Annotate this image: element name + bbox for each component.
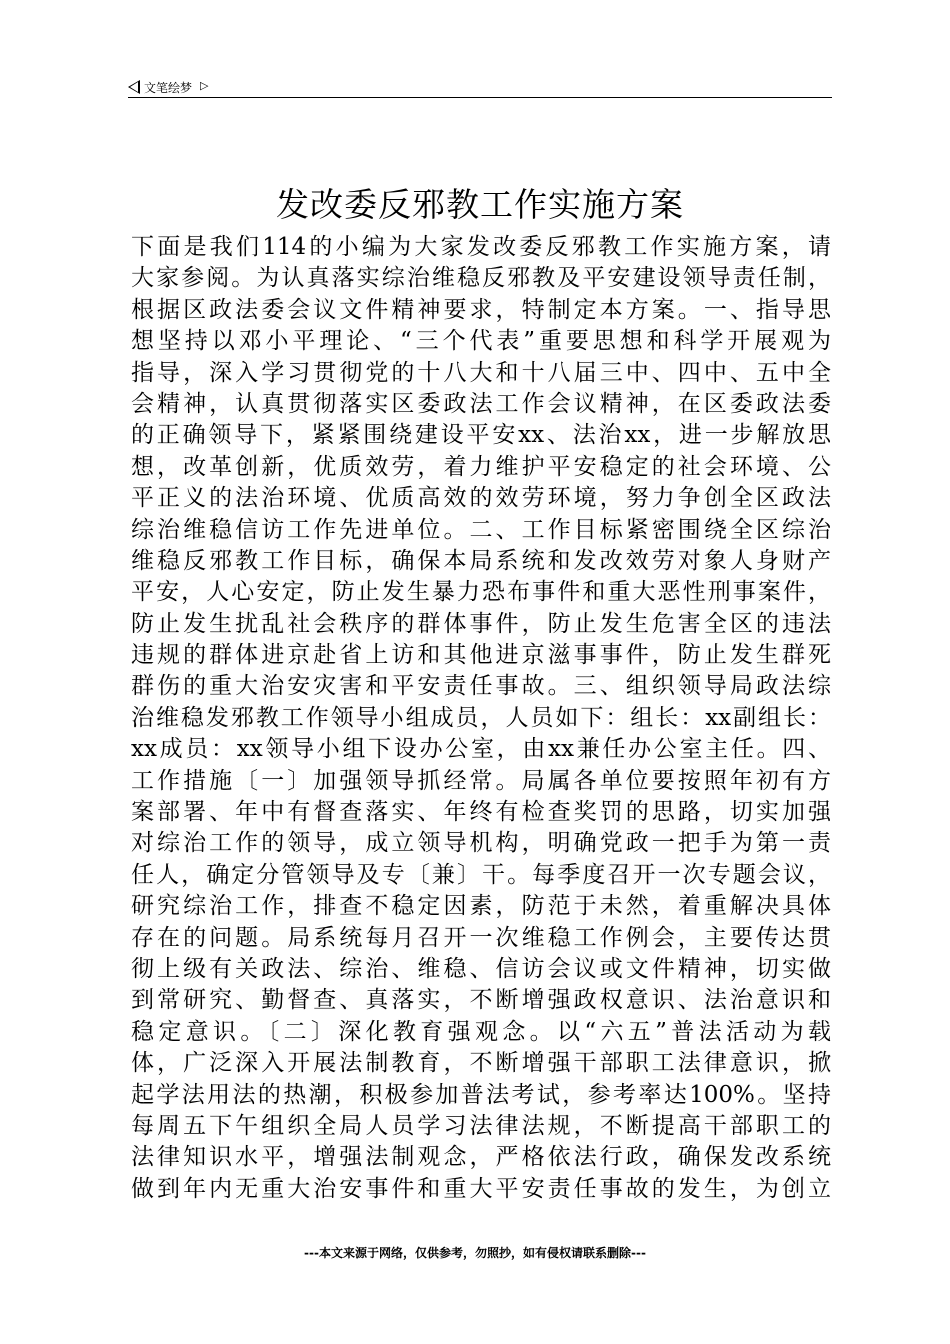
header-divider	[128, 97, 832, 98]
body-line: 体，广泛深入开展法制教育，不断增强干部职工法律意识，掀	[131, 1050, 831, 1077]
body-line: 想坚持以邓小平理论、“三个代表”重要思想和科学开展观为	[131, 328, 831, 355]
body-line: 稳定意识。〔二〕深化教育强观念。以“六五”普法活动为载	[131, 1018, 831, 1045]
body-line: 平安，人心安定，防止发生暴力恐布事件和重大恶性刑事案件，	[131, 579, 831, 606]
document-body	[131, 232, 831, 1205]
body-line: 维稳反邪教工作目标，确保本局系统和发改效劳对象人身财产	[131, 547, 831, 574]
body-line: 大家参阅。为认真落实综治维稳反邪教及平安建设领导责任制，	[131, 265, 831, 292]
body-line: 指导，深入学习贯彻党的十八大和十八届三中、四中、五中全	[131, 359, 831, 386]
body-line: 根据区政法委会议文件精神要求，特制定本方案。一、指导思	[131, 296, 831, 323]
body-line: 治维稳发邪教工作领导小组成员，人员如下：组长：xx副组长：	[131, 704, 831, 731]
body-line: 违规的群体进京赴省上访和其他进京滋事事件，防止发生群死	[131, 642, 831, 669]
body-line: 彻上级有关政法、综治、维稳、信访会议或文件精神，切实做	[131, 955, 831, 982]
body-line: 工作措施〔一〕加强领导抓经常。局属各单位要按照年初有方	[131, 767, 831, 794]
body-line: 平正义的法治环境、优质高效的效劳环境，努力争创全区政法	[131, 485, 831, 512]
body-line: 对综治工作的领导，成立领导机构，明确党政一把手为第一责	[131, 830, 831, 857]
body-line: 案部署、年中有督查落实、年终有检查奖罚的思路，切实加强	[131, 799, 831, 826]
body-line: 想，改革创新，优质效劳，着力维护平安稳定的社会环境、公	[131, 453, 831, 480]
document-title: 发改委反邪教工作实施方案	[276, 185, 684, 224]
body-line: 起学法用法的热潮，积极参加普法考试，参考率达100%。坚持	[131, 1081, 831, 1108]
body-line: 的正确领导下，紧紧围绕建设平安xx、法治xx，进一步解放思	[131, 422, 831, 449]
body-line: 每周五下午组织全局人员学习法律法规，不断提高干部职工的	[131, 1112, 831, 1139]
body-line: 研究综治工作，排查不稳定因素，防范于未然，着重解决具体	[131, 893, 831, 920]
body-line: 任人，确定分管领导及专〔兼〕干。每季度召开一次专题会议，	[131, 861, 831, 888]
body-line: 做到年内无重大治安事件和重大平安责任事故的发生，为创立	[131, 1175, 831, 1202]
body-line: 存在的问题。局系统每月召开一次维稳工作例会，主要传达贯	[131, 924, 831, 951]
body-line: 法律知识水平，增强法制观念，严格依法行政，确保发改系统	[131, 1144, 831, 1171]
body-line: 到常研究、勤督查、真落实，不断增强政权意识、法治意识和	[131, 987, 831, 1014]
footer-disclaimer: ---本文来源于网络，仅供参考，勿照抄，如有侵权请联系删除---	[304, 1246, 646, 1260]
triangle-left-icon	[128, 80, 140, 94]
body-line: 综治维稳信访工作先进单位。二、工作目标紧密围绕全区综治	[131, 516, 831, 543]
body-line: 下面是我们114的小编为大家发改委反邪教工作实施方案，请	[131, 234, 831, 260]
triangle-right-icon: ▷	[200, 78, 209, 92]
header-brand: 文笔绘梦	[144, 80, 193, 95]
body-line: 防止发生扰乱社会秩序的群体事件，防止发生危害全区的违法	[131, 610, 831, 637]
page-header	[128, 75, 832, 99]
body-line: xx成员：xx领导小组下设办公室，由xx兼任办公室主任。四、	[131, 736, 831, 763]
body-line: 群伤的重大治安灾害和平安责任事故。三、组织领导局政法综	[131, 673, 831, 700]
body-line: 会精神，认真贯彻落实区委政法工作会议精神，在区委政法委	[131, 390, 831, 417]
